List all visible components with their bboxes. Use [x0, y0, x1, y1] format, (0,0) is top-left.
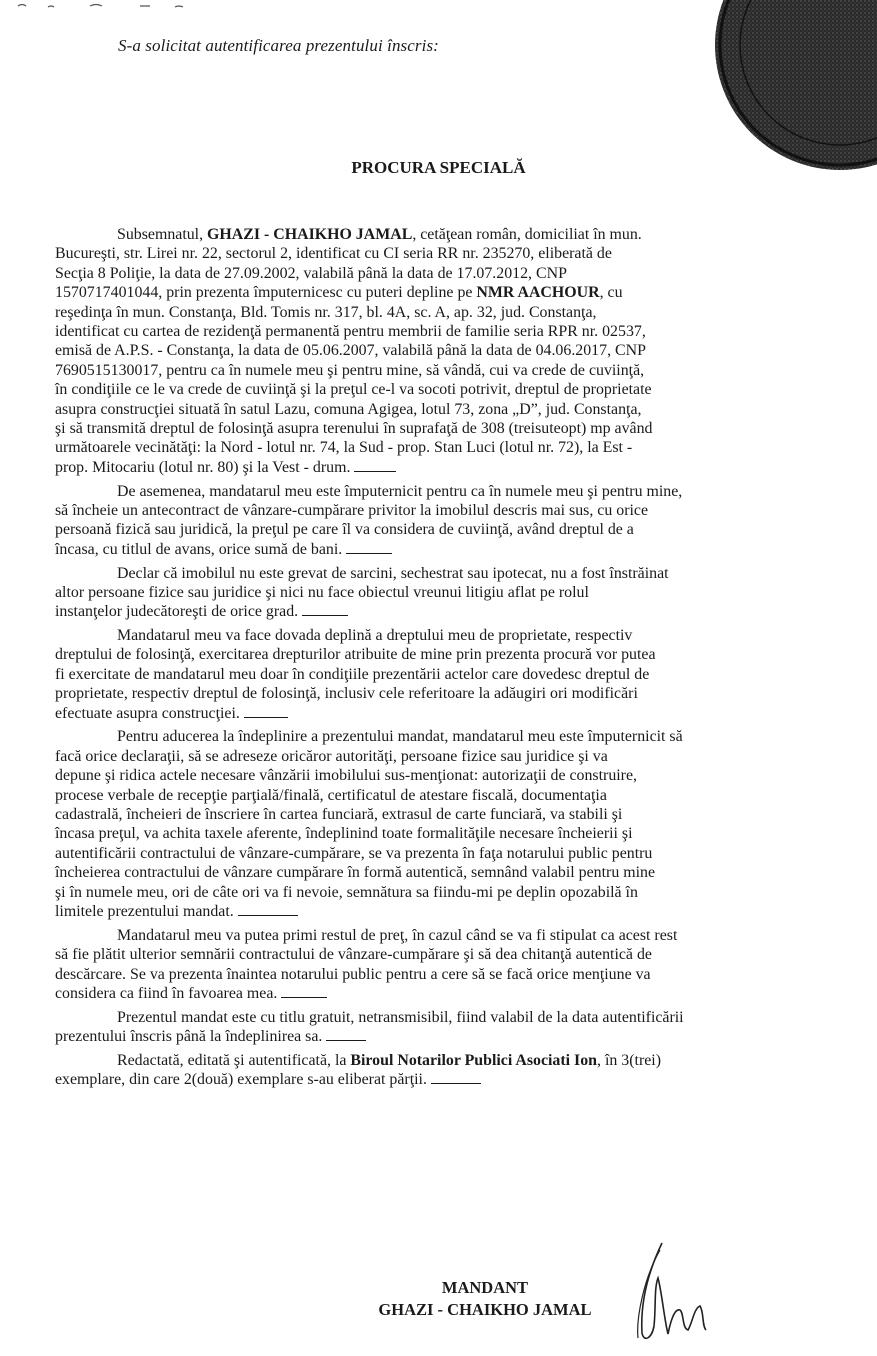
text-segment: reşedinţa în mun. Constanţa, Bld. Tomis nr. 317, bl. 4A, sc. A, ap. 32, jud. Constanţa,	[55, 303, 597, 321]
text-segment: Mandatarul meu va putea primi restul de preţ, în cazul când se va fi stipulat ca acest rest	[117, 926, 678, 944]
blank-fill-line	[431, 1082, 481, 1084]
text-segment: De asemenea, mandatarul meu este împuternicit pentru ca în numele meu şi pentru mine,	[117, 482, 683, 500]
text-segment: prop. Mitocariu (lotul nr. 80) şi la Vest - drum.	[55, 458, 351, 476]
text-line	[55, 419, 845, 438]
text-segment: fi exercitate de mandatarul meu doar în condiţiile prezentării actelor care dovedesc dreptul de	[55, 665, 650, 683]
blank-fill-line	[244, 716, 288, 718]
mandant-label: MANDANT	[441, 1278, 529, 1297]
paragraph	[55, 564, 845, 622]
paragraph	[55, 926, 845, 1004]
text-line	[55, 984, 845, 1003]
text-line	[55, 1070, 845, 1089]
paragraph	[55, 1008, 845, 1047]
paragraph	[55, 626, 845, 723]
text-line	[55, 665, 845, 684]
paragraph	[55, 727, 845, 921]
text-segment: 1570717401044, prin prezenta împuternicesc cu puteri depline pe	[55, 284, 477, 302]
paragraph	[55, 482, 845, 560]
text-line	[55, 482, 845, 501]
text-line	[55, 380, 845, 399]
blank-fill-line	[326, 1039, 366, 1041]
text-line	[55, 766, 845, 785]
text-line	[55, 602, 845, 621]
text-line	[55, 283, 845, 302]
text-segment: dreptului de folosinţă, exercitarea drepturilor atribuite de mine prin prezenta procură vor putea	[55, 646, 656, 664]
blank-fill-line	[302, 614, 348, 616]
text-segment: în condiţiile ce le va crede de cuviinţă şi la preţul ce-l va socoti potrivit, dreptul de proprietate	[55, 381, 652, 399]
mandant-signature-block	[355, 1277, 615, 1321]
handwritten-signature	[632, 1238, 712, 1348]
text-line	[55, 400, 845, 419]
text-line	[55, 458, 845, 477]
text-segment: asupra construcţiei situată în satul Lazu, comuna Agigea, lotul 73, zona „D”, jud. Constanţa,	[55, 400, 642, 418]
blank-fill-line	[354, 470, 396, 472]
text-line	[55, 747, 845, 766]
text-line	[55, 863, 845, 882]
text-segment: şi să transmită dreptul de folosinţă asupra terenului în suprafaţă de 308 (treisuteopt) mp având	[55, 420, 653, 438]
text-line	[55, 501, 845, 520]
text-line	[55, 626, 845, 645]
document-body	[55, 225, 845, 1094]
text-segment: persoană fizică sau juridică, la preţul pe care îl va considera de cuviinţă, având dreptul de a	[55, 521, 634, 539]
text-segment: şi în numele meu, ori de câte ori va fi nevoie, semnătura sa fiindu-mi pe deplin opozabilă în	[55, 883, 638, 901]
text-line	[55, 786, 845, 805]
text-segment: Bucureşti, str. Lirei nr. 22, sectorul 2, identificat cu CI seria RR nr. 235270, eliberată de	[55, 245, 612, 263]
text-line	[55, 564, 845, 583]
text-segment: Mandatarul meu va face dovada deplină a dreptului meu de proprietate, respectiv	[117, 627, 633, 645]
text-line	[55, 704, 845, 723]
text-segment: 7690515130017, pentru ca în numele meu şi pentru mine, să vândă, cui va crede de cuviinţă,	[55, 361, 645, 379]
text-segment: procese verbale de recepţie parţială/finală, certificatul de atestare fiscală, documentaţia	[55, 786, 607, 804]
text-segment: facă orice declaraţii, să se adreseze oricăror autorităţi, persoane fizice sau juridice şi va	[55, 747, 608, 765]
text-segment: , în 3(trei)	[597, 1051, 661, 1069]
text-segment: descărcare. Se va prezenta înaintea notarului public pentru a cere să se facă orice menţiune va	[55, 965, 651, 983]
text-segment: autentificării contractului de vânzare-cumpărare, se va prezenta în faţa notarului public pentru	[55, 844, 653, 862]
text-line	[55, 727, 845, 746]
text-line	[55, 303, 845, 322]
text-line	[55, 902, 845, 921]
text-line	[55, 244, 845, 263]
text-line	[55, 945, 845, 964]
authentication-request-note: S-a solicitat autentificarea prezentului înscris:	[118, 36, 439, 55]
text-segment: încasa preţul, va achita taxele aferente, îndeplinind toate formalităţile necesare încheierii şi	[55, 825, 633, 843]
text-line	[55, 1008, 845, 1027]
blank-fill-line	[346, 552, 392, 554]
text-segment: altor persoane fizice sau juridice şi nici nu face obiectul vreunui litigiu aflat pe rolul	[55, 583, 589, 601]
text-line	[55, 965, 845, 984]
bold-name: Biroul Notarilor Publici Asociati Ion	[350, 1051, 598, 1069]
text-segment: Pentru aducerea la îndeplinire a prezentului mandat, mandatarul meu este împuternicit să	[117, 728, 683, 746]
text-line	[55, 264, 845, 283]
text-segment: , cetăţean român, domiciliat în mun.	[412, 226, 642, 243]
text-segment: instanţelor judecătoreşti de orice grad.	[55, 603, 299, 621]
text-segment: limitele prezentului mandat.	[55, 903, 234, 920]
text-segment: Subsemnatul,	[117, 226, 208, 243]
text-line	[55, 520, 845, 539]
text-segment: cadastrală, încheieri de înscriere în cartea funciară, extrasul de carte funciară, va stabili şi	[55, 805, 623, 823]
text-line	[55, 1051, 845, 1070]
text-segment: următoarele vecinătăţi: la Nord - lotul nr. 74, la Sud - prop. Stan Luci (lotul nr. 72), la Est -	[55, 439, 633, 457]
document-title: PROCURA SPECIALĂ	[351, 158, 526, 177]
text-segment: Secţia 8 Poliţie, la data de 27.09.2002, valabilă până la data de 17.07.2012, CNP	[55, 264, 567, 282]
bold-name: GHAZI - CHAIKHO JAMAL	[207, 226, 413, 243]
blank-fill-line	[238, 914, 298, 916]
text-line	[55, 645, 845, 664]
bold-name: NMR AACHOUR	[476, 284, 600, 302]
text-line	[55, 341, 845, 360]
text-line	[55, 225, 845, 244]
text-segment: prezentului înscris până la îndeplinirea sa.	[55, 1028, 323, 1046]
text-segment: identificat cu cartea de rezidenţă permanentă pentru membrii de familie seria RPR nr. 02537,	[55, 323, 646, 341]
text-segment: încheierea contractului de vânzare cumpărare în formă autentică, semnând valabil pentru mine	[55, 864, 656, 882]
text-line	[55, 438, 845, 457]
text-segment: proprietate, respectiv dreptul de folosinţă, inclusiv cele referitoare la adăugiri ori modificări	[55, 685, 638, 703]
text-line	[55, 883, 845, 902]
text-segment: , cu	[599, 284, 623, 302]
text-line	[55, 684, 845, 703]
text-line	[55, 844, 845, 863]
blank-fill-line	[281, 996, 327, 998]
mandant-name: GHAZI - CHAIKHO JAMAL	[378, 1300, 592, 1319]
text-segment: considera ca fiind în favoarea mea.	[55, 984, 278, 1002]
text-line	[55, 361, 845, 380]
text-line	[55, 583, 845, 602]
text-line	[55, 926, 845, 945]
text-segment: Declar că imobilul nu este grevat de sarcini, sechestrat sau ipotecat, nu a fost înstrăinat	[117, 564, 669, 582]
text-line	[55, 540, 845, 559]
text-segment: încasa, cu titlul de avans, orice sumă de bani.	[55, 540, 343, 558]
text-line	[55, 824, 845, 843]
text-segment: Prezentul mandat este cu titlu gratuit, netransmisibil, fiind valabil de la data autentificării	[117, 1008, 684, 1026]
text-line	[55, 1027, 845, 1046]
text-line	[55, 322, 845, 341]
text-segment: Redactată, editată şi autentificată, la	[117, 1051, 351, 1069]
paragraph	[55, 1051, 845, 1090]
text-segment: emisă de A.P.S. - Constanţa, la data de 05.06.2007, valabilă până la data de 04.06.2017, CNP	[55, 342, 646, 360]
text-segment: depune şi ridica actele necesare vânzării imobilului sus-menţionat: autorizaţii de construire,	[55, 767, 637, 785]
text-segment: să fie plătit ulterior semnării contractului de vânzare-cumpărare şi să dea chitanţă autentică de	[55, 946, 652, 964]
text-segment: exemplare, din care 2(două) exemplare s-au eliberat părţii.	[55, 1071, 427, 1089]
text-segment: să încheie un antecontract de vânzare-cumpărare privitor la imobilul descris mai sus, cu orice	[55, 501, 649, 519]
text-segment: efectuate asupra construcţiei.	[55, 704, 240, 722]
text-line	[55, 805, 845, 824]
paragraph	[55, 225, 845, 477]
